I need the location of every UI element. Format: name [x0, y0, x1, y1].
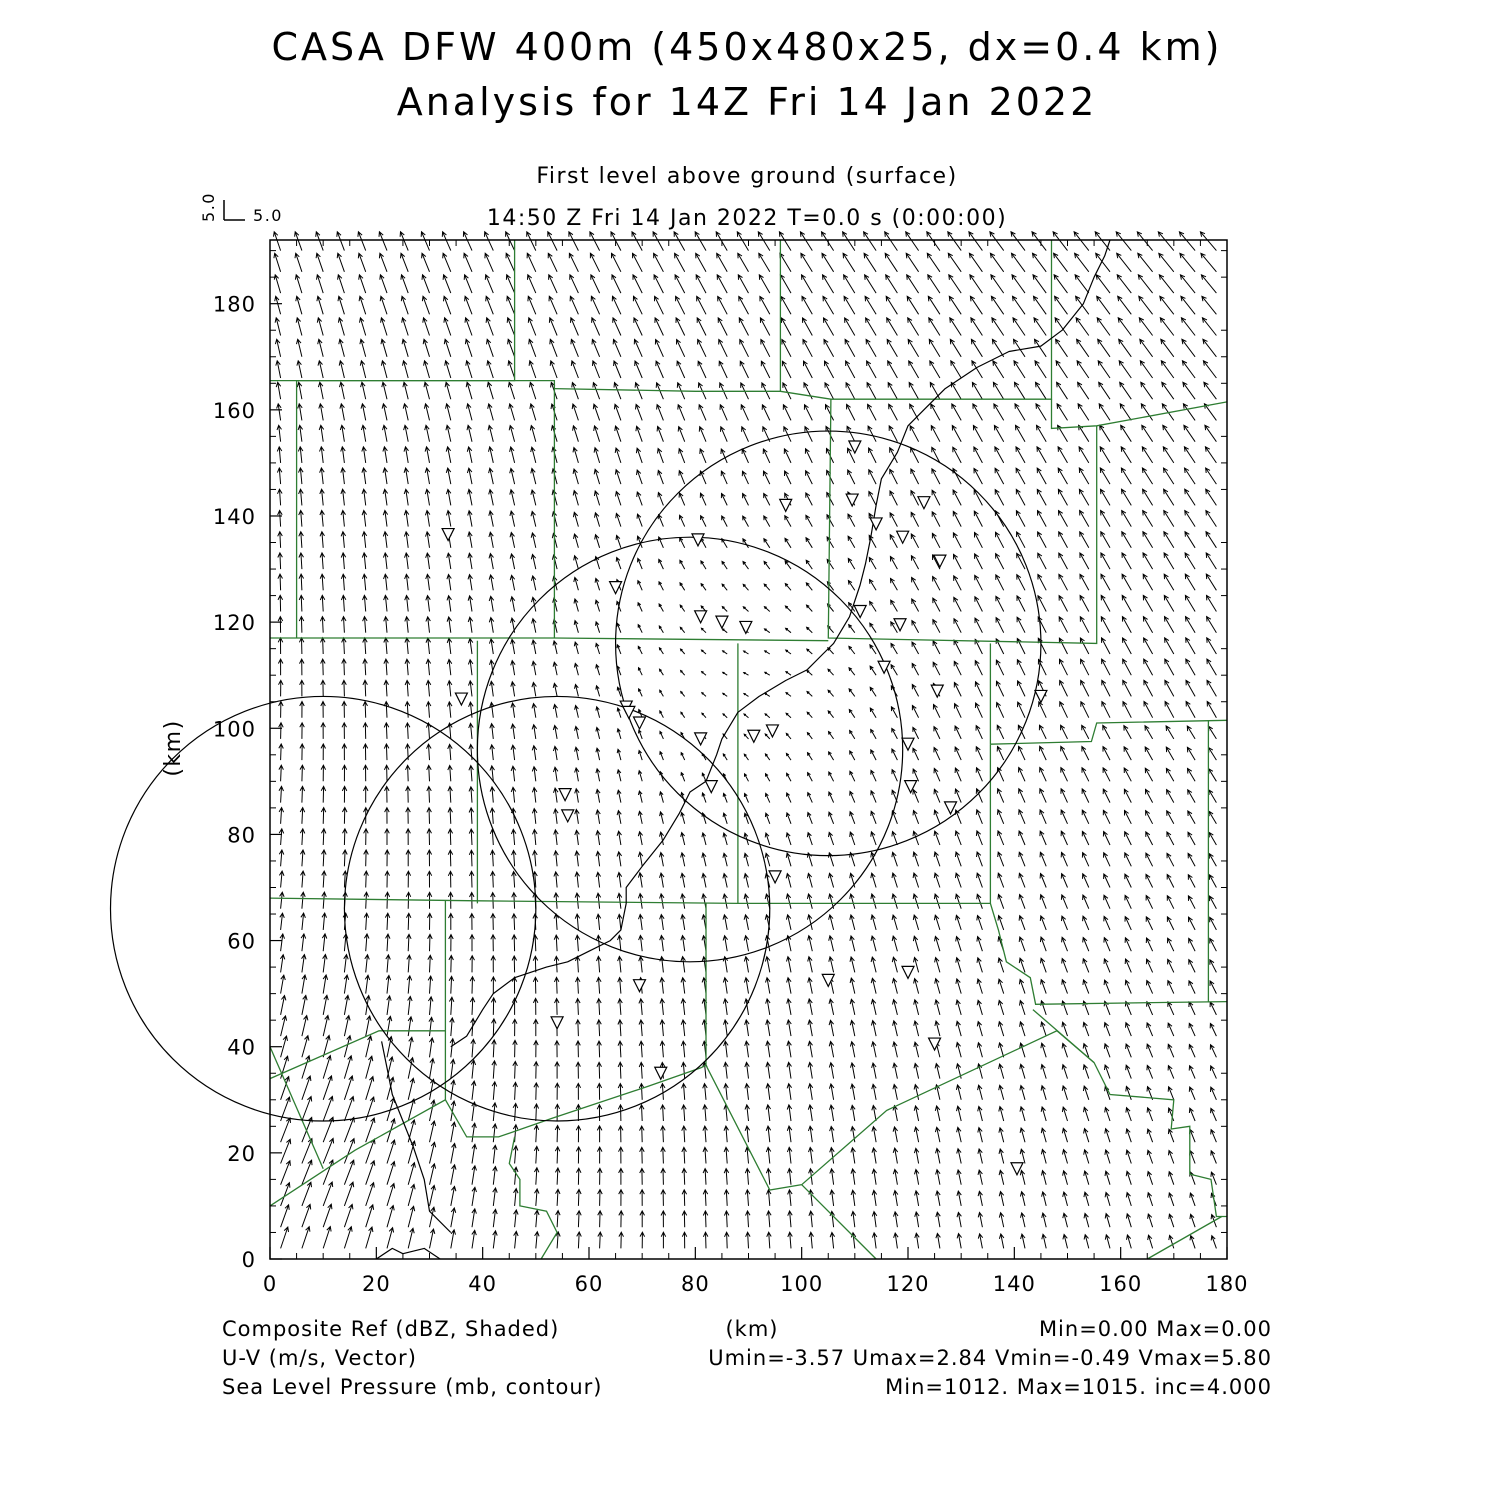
- figure-analysis-time: Analysis for 14Z Fri 14 Jan 2022: [396, 80, 1098, 124]
- level-label: First level above ground (surface): [536, 164, 958, 189]
- figure-title: CASA DFW 400m (450x480x25, dx=0.4 km): [271, 25, 1223, 69]
- map-plot-area: [110, 232, 1248, 1296]
- y-tick-label: 40: [227, 1035, 256, 1060]
- x-tick-label: 100: [780, 1272, 824, 1296]
- y-tick-label: 80: [227, 823, 256, 848]
- legend-reflectivity-label: Composite Ref (dBZ, Shaded): [222, 1317, 560, 1341]
- y-tick-label: 20: [227, 1141, 256, 1166]
- x-tick-label: 40: [468, 1272, 498, 1296]
- legend-pressure-stats: Min=1012. Max=1015. inc=4.000: [885, 1375, 1272, 1399]
- vector-key-v-label: 5.0: [199, 192, 218, 222]
- vector-key: [199, 192, 283, 225]
- legend-wind-stats: Umin=-3.57 Umax=2.84 Vmin=-0.49 Vmax=5.80: [708, 1346, 1272, 1370]
- y-tick-label: 180: [212, 292, 256, 317]
- x-tick-label: 80: [680, 1272, 710, 1296]
- x-tick-label: 120: [886, 1272, 930, 1296]
- legend-wind-label: U-V (m/s, Vector): [222, 1346, 417, 1370]
- legend-pressure-label: Sea Level Pressure (mb, contour): [222, 1375, 603, 1399]
- y-tick-label: 140: [212, 504, 256, 529]
- x-tick-label: 160: [1099, 1272, 1143, 1296]
- vector-key-u-label: 5.0: [253, 206, 283, 225]
- y-tick-label: 60: [227, 929, 256, 954]
- x-tick-label: 20: [361, 1272, 391, 1296]
- y-tick-label: 160: [212, 398, 256, 423]
- y-tick-label: 0: [241, 1248, 256, 1272]
- x-tick-label: 0: [262, 1272, 278, 1296]
- valid-time-label: 14:50 Z Fri 14 Jan 2022 T=0.0 s (0:00:00): [486, 206, 1008, 231]
- x-tick-label: 140: [992, 1272, 1036, 1296]
- x-tick-label: 180: [1205, 1272, 1249, 1296]
- y-axis-label: (km): [161, 719, 186, 777]
- y-tick-label: 100: [212, 717, 256, 742]
- legend-reflectivity-stats: Min=0.00 Max=0.00: [1038, 1317, 1272, 1341]
- y-tick-label: 120: [212, 611, 256, 636]
- x-tick-label: 60: [574, 1272, 604, 1296]
- x-axis-label: (km): [725, 1317, 779, 1341]
